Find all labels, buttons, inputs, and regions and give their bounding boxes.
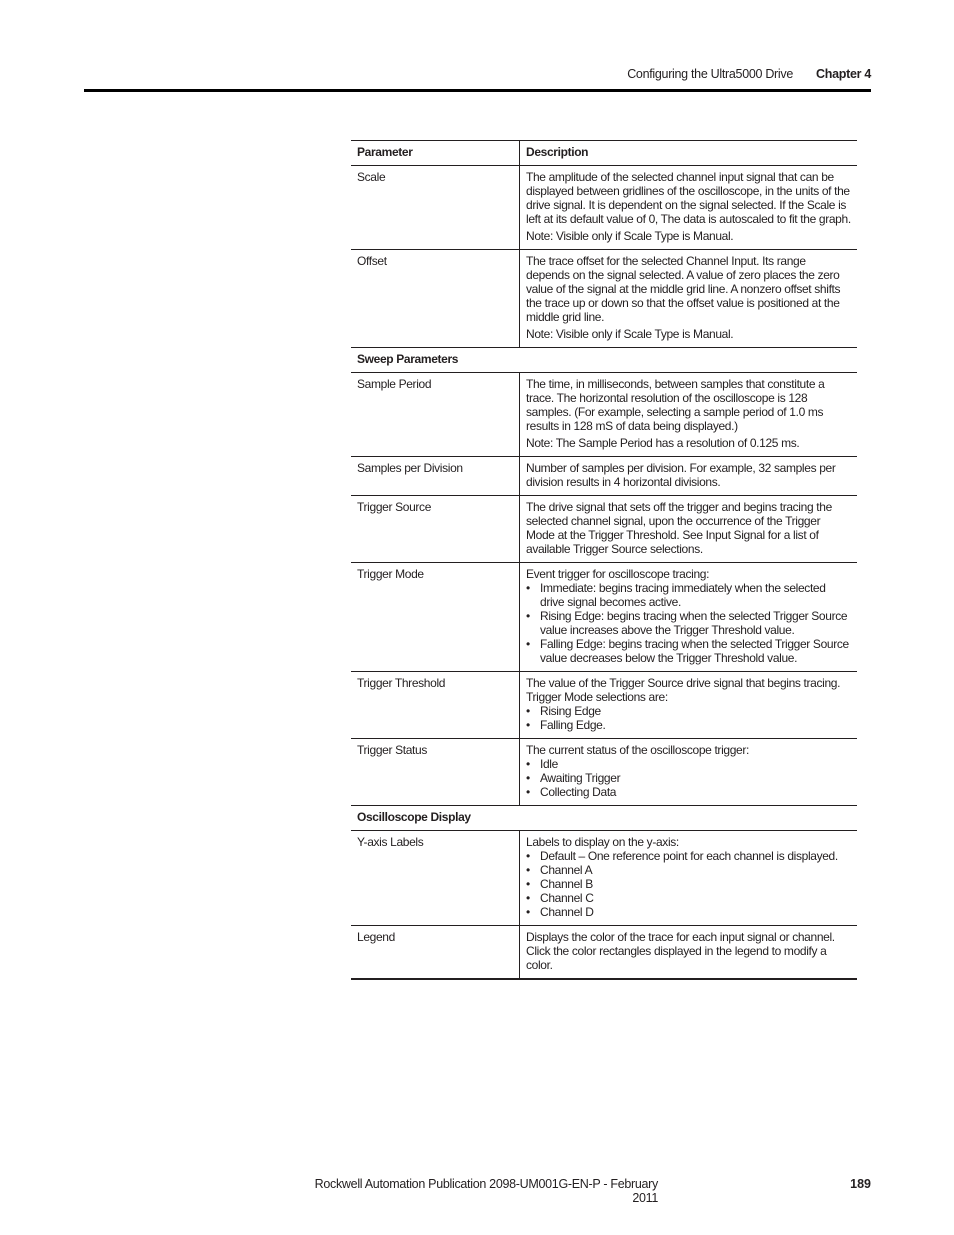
- parameter-name: Sample Period: [351, 373, 520, 457]
- list-item: • Immediate: begins tracing immediately when the selected drive signal becomes active.: [526, 581, 851, 609]
- table-row: [351, 831, 857, 926]
- footer-publication: Rockwell Automation Publication 2098-UM001G-EN-P - February 2011: [314, 1177, 658, 1205]
- section-row-oscilloscope-display: [351, 806, 857, 831]
- parameter-description: [520, 166, 858, 250]
- column-header-parameter: Parameter: [351, 141, 520, 166]
- table-row: [351, 373, 857, 457]
- table-header-row: [351, 141, 857, 166]
- description-text: The value of the Trigger Source drive signal that begins tracing. Trigger Mode selections are:: [526, 676, 841, 704]
- parameter-description: [520, 496, 858, 563]
- description-text: The drive signal that sets off the trigger and begins tracing the selected channel signal, upon the occurrence of the Trigger Mode at the Trigger Threshold. See Input Signal for a list of available Trigger Source selections.: [526, 500, 832, 556]
- table-row: [351, 926, 857, 980]
- list-item: • Rising Edge: [526, 704, 851, 718]
- description-note: Note: The Sample Period has a resolution of 0.125 ms.: [526, 436, 800, 450]
- description-text: The current status of the oscilloscope trigger:: [526, 743, 749, 757]
- column-header-description: Description: [520, 141, 858, 166]
- table-row: [351, 457, 857, 496]
- list-item: • Falling Edge: begins tracing when the selected Trigger Source value decreases below the Trigger Threshold value.: [526, 637, 851, 665]
- parameter-name: Y-axis Labels: [351, 831, 520, 926]
- list-item: • Falling Edge.: [526, 718, 851, 732]
- parameter-name: Trigger Status: [351, 739, 520, 806]
- section-row-sweep-parameters: [351, 348, 857, 373]
- header-rule: [84, 89, 871, 92]
- description-text: The time, in milliseconds, between samples that constitute a trace. The horizontal resolution of the oscilloscope is 128 samples. (For example, selecting a sample period of 1.0 ms results in 128 mS of data being displayed.): [526, 377, 825, 433]
- table-row: [351, 563, 857, 672]
- list-item: • Channel C: [526, 891, 851, 905]
- list-item: • Awaiting Trigger: [526, 771, 851, 785]
- parameter-description: [520, 457, 858, 496]
- description-text: Labels to display on the y-axis:: [526, 835, 679, 849]
- section-heading: Oscilloscope Display: [351, 806, 857, 831]
- parameter-description: [520, 563, 858, 672]
- parameter-name: Scale: [351, 166, 520, 250]
- parameter-name: Trigger Mode: [351, 563, 520, 672]
- list-item: • Channel A: [526, 863, 851, 877]
- parameter-name: Offset: [351, 250, 520, 348]
- description-text: Displays the color of the trace for each input signal or channel. Click the color rectangles displayed in the legend to modify a color.: [526, 930, 835, 972]
- description-text: Event trigger for oscilloscope tracing:: [526, 567, 710, 581]
- header-section-title: Configuring the Ultra5000 Drive: [627, 67, 793, 81]
- list-item: • Collecting Data: [526, 785, 851, 799]
- bullet-list: [526, 849, 851, 919]
- parameter-name: Trigger Threshold: [351, 672, 520, 739]
- list-item: • Channel B: [526, 877, 851, 891]
- parameter-description: [520, 926, 858, 980]
- parameter-description: [520, 250, 858, 348]
- description-note: Note: Visible only if Scale Type is Manual.: [526, 229, 734, 243]
- description-text: Number of samples per division. For example, 32 samples per division results in 4 horizontal divisions.: [526, 461, 836, 489]
- list-item: • Idle: [526, 757, 851, 771]
- description-note: Note: Visible only if Scale Type is Manual.: [526, 327, 734, 341]
- bullet-list: [526, 757, 851, 799]
- parameter-name: Legend: [351, 926, 520, 980]
- table-row: [351, 739, 857, 806]
- list-item: • Channel D: [526, 905, 851, 919]
- description-text: The amplitude of the selected channel input signal that can be displayed between gridlines of the oscilloscope, in the units of the drive signal. It is dependent on the signal selected. If the Scale is left at its default value of 0, The data is autoscaled to fit the graph.: [526, 170, 851, 226]
- table-row: [351, 496, 857, 563]
- table-row: [351, 166, 857, 250]
- table-row: [351, 672, 857, 739]
- table-row: [351, 250, 857, 348]
- description-text: The trace offset for the selected Channel Input. Its range depends on the signal selected. A value of zero places the zero value of the signal at the middle grid line. A nonzero offset shifts the trace up or down so that the offset value is positioned at the middle grid line.: [526, 254, 841, 324]
- parameter-description: [520, 373, 858, 457]
- section-heading: Sweep Parameters: [351, 348, 857, 373]
- list-item: • Default – One reference point for each channel is displayed.: [526, 849, 851, 863]
- parameter-name: Trigger Source: [351, 496, 520, 563]
- parameter-description: [520, 831, 858, 926]
- parameter-description: [520, 672, 858, 739]
- list-item: • Rising Edge: begins tracing when the selected Trigger Source value increases above the Trigger Threshold value.: [526, 609, 851, 637]
- parameter-table: [351, 140, 857, 980]
- bullet-list: [526, 581, 851, 665]
- bullet-list: [526, 704, 851, 732]
- footer-page-number: 189: [850, 1177, 871, 1191]
- parameter-name: Samples per Division: [351, 457, 520, 496]
- header-chapter-label: Chapter 4: [816, 67, 871, 81]
- parameter-description: [520, 739, 858, 806]
